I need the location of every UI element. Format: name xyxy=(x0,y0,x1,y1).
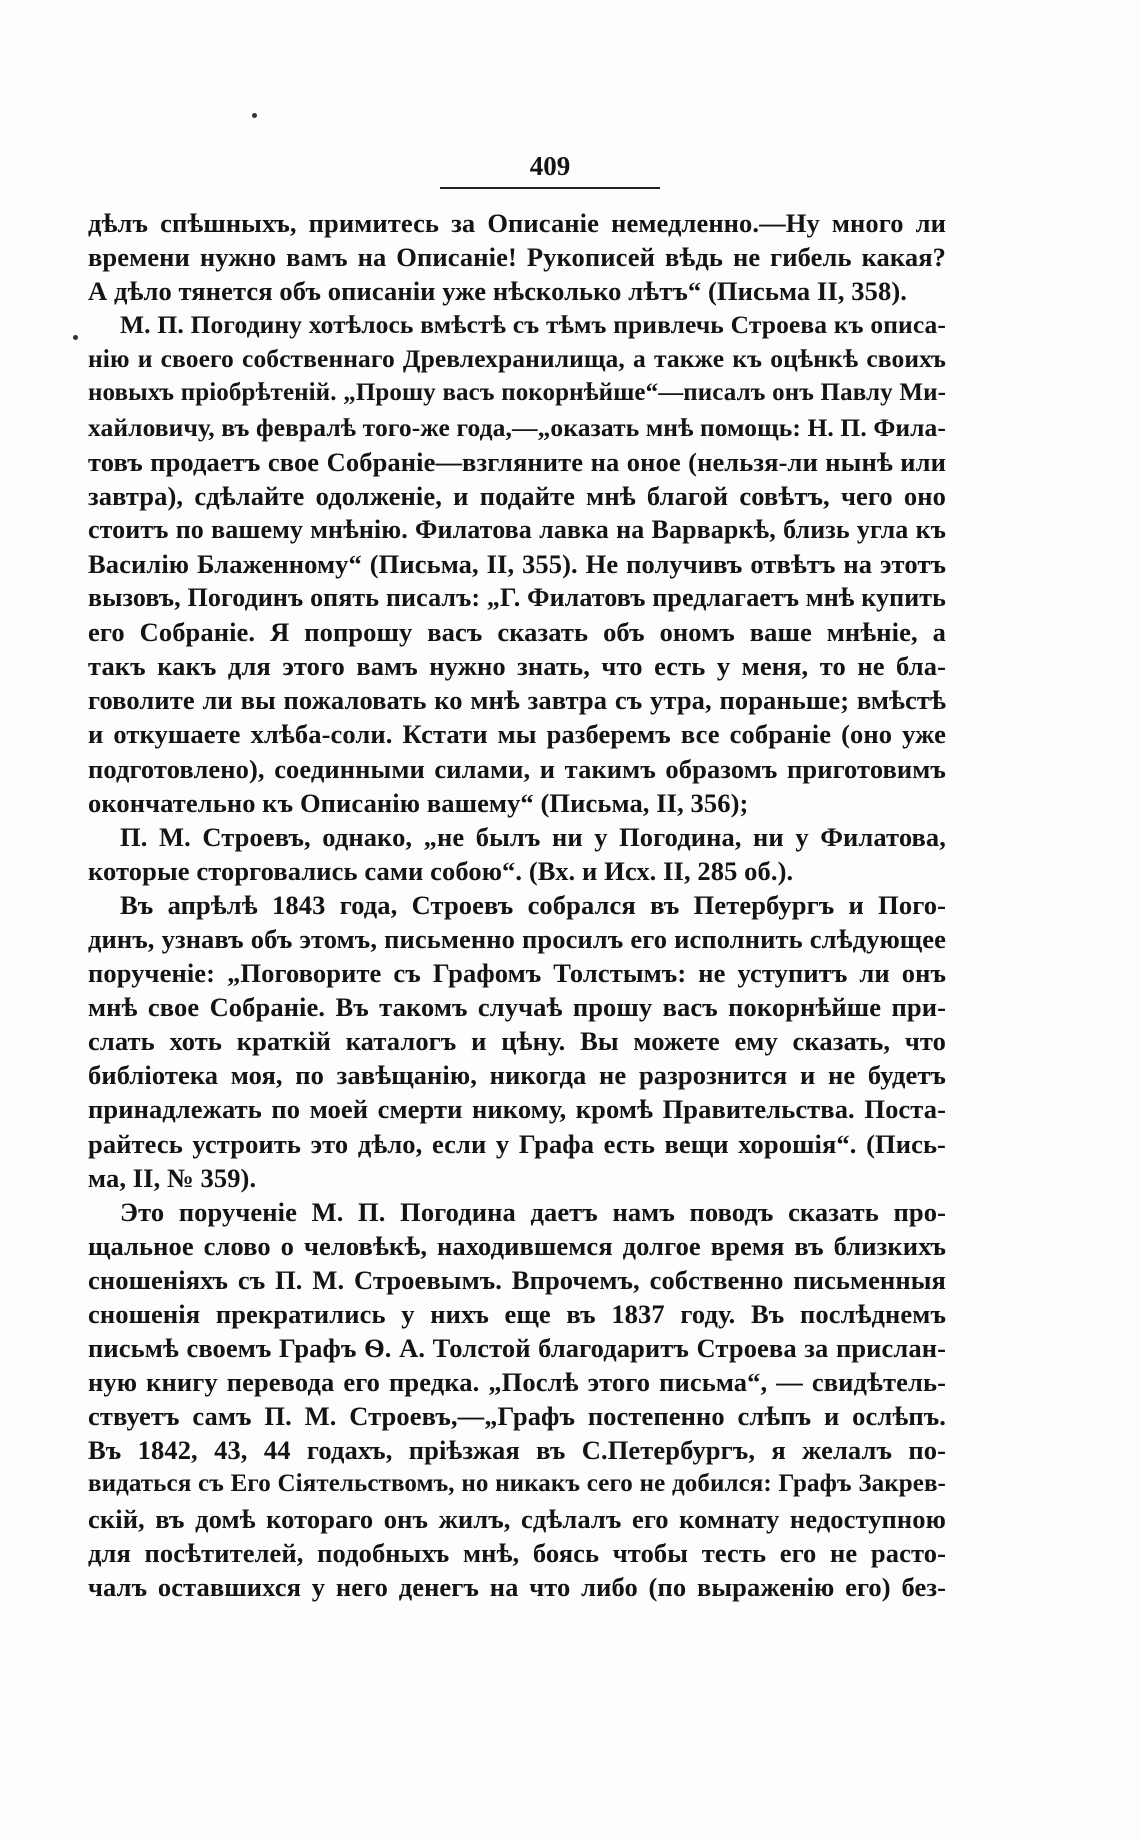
text-line: ную книгу перевода его предка. „Послѣ этого письма“, — свидѣтель- xyxy=(88,1367,946,1398)
text-line: ма, II, № 359). xyxy=(88,1162,257,1193)
text-line: Въ 1842, 43, 44 годахъ, пріѣзжая въ С.Петербургъ, я желалъ по- xyxy=(88,1435,946,1466)
text-line: видаться съ Его Сіятельствомъ, но никакъ сего не добился: Графъ Закрев- xyxy=(88,1470,946,1498)
text-line: слать хоть краткій каталогъ и цѣну. Вы можете ему сказать, что xyxy=(88,1026,946,1057)
text-line: Въ апрѣлѣ 1843 года, Строевъ собрался въ Петербургъ и Пого- xyxy=(120,889,946,920)
text-line: письмѣ своемъ Графъ Ѳ. А. Толстой благодаритъ Строева за прислан- xyxy=(88,1333,946,1364)
text-line: сношенія прекратились у нихъ еще въ 1837 году. Въ послѣднемъ xyxy=(88,1299,946,1329)
text-line: вызовъ, Погодинъ опять писалъ: „Г. Филатовъ предлагаетъ мнѣ купить xyxy=(88,583,946,613)
text-line: для посѣтителей, подобныхъ мнѣ, боясь чтобы тесть его не расто- xyxy=(88,1537,946,1568)
text-line: райтесь устроить это дѣло, если у Графа есть вещи хорошія“. (Пись- xyxy=(88,1128,946,1159)
text-line: сношеніяхъ съ П. М. Строевымъ. Впрочемъ, собственно письменныя xyxy=(88,1264,946,1295)
text-line: дѣлъ спѣшныхъ, примитесь за Описаніе немедленно.—Ну много ли xyxy=(88,208,946,238)
text-line: окончательно къ Описанію вашему“ (Письма, II, 356); xyxy=(88,787,749,818)
text-line: Это порученіе М. П. Погодина даетъ намъ поводъ сказать про- xyxy=(120,1196,946,1227)
text-line: Василію Блаженному“ (Письма, II, 355). Не получивъ отвѣтъ на этотъ xyxy=(88,548,946,579)
text-line: щальное слово о человѣкѣ, находившемся долгое время въ близкихъ xyxy=(88,1230,946,1261)
text-line: чалъ оставшихся у него денегъ на что либо (по выраженію его) без- xyxy=(88,1571,946,1602)
text-line: библіотека моя, по завѣщанію, никогда не разрознится и не будетъ xyxy=(88,1060,946,1091)
text-line: порученіе: „Поговорите съ Графомъ Толстымъ: не уступитъ ли онъ xyxy=(88,958,946,989)
text-line: подготовлено), соединными силами, и такимъ образомъ приготовимъ xyxy=(88,753,946,784)
text-line: говолите ли вы пожаловать ко мнѣ завтра съ утра, пораньше; вмѣстѣ xyxy=(88,685,946,716)
text-line: ствуетъ самъ П. М. Строевъ,—„Графъ постепенно слѣпъ и ослѣпъ. xyxy=(88,1401,946,1432)
page-number: 409 xyxy=(440,150,660,189)
text-line: товъ продаетъ свое Собраніе—взгляните на оное (нельзя-ли нынѣ или xyxy=(88,446,946,477)
text-line: его Собраніе. Я попрошу васъ сказать объ ономъ ваше мнѣніе, а xyxy=(88,617,946,648)
ink-speck xyxy=(73,335,78,340)
text-line: завтра), сдѣлайте одолженіе, и подайте мнѣ благой совѣтъ, чего оно xyxy=(88,480,946,511)
text-line: М. П. Погодину хотѣлось вмѣстѣ съ тѣмъ привлечь Строева къ описа- xyxy=(120,310,946,340)
text-line: такъ какъ для этого вамъ нужно знать, что есть у меня, то не бла- xyxy=(88,651,946,682)
text-line: скій, въ домѣ котораго онъ жилъ, сдѣлалъ его комнату недоступною xyxy=(88,1503,946,1534)
text-line: новыхъ пріобрѣтеній. „Прошу васъ покорнѣйше“—писалъ онъ Павлу Ми- xyxy=(88,379,946,407)
text-line: стоитъ по вашему мнѣнію. Филатова лавка на Варваркѣ, близь угла къ xyxy=(88,514,946,544)
text-line: А дѣло тянется объ описаніи уже нѣсколько лѣтъ“ (Письма II, 358). xyxy=(88,276,907,307)
text-line: которые сторговались сами собою“. (Вх. и Исх. II, 285 об.). xyxy=(88,855,794,886)
text-line: мнѣ свое Собраніе. Въ такомъ случаѣ прошу васъ покорнѣйше при- xyxy=(88,992,946,1023)
text-line: нію и своего собственнаго Древлехранилища, а также къ оцѣнкѣ своихъ xyxy=(88,344,946,374)
text-line: принадлежать по моей смерти никому, кромѣ Правительства. Поста- xyxy=(88,1094,946,1125)
body-text xyxy=(88,206,946,1604)
text-line: и откушаете хлѣба-соли. Кстати мы разберемъ все собраніе (оно уже xyxy=(88,719,946,750)
text-line: динъ, узнавъ объ этомъ, письменно просилъ его исполнить слѣдующее xyxy=(88,923,946,954)
text-line: хайловичу, въ февралѣ того-же года,—„оказать мнѣ помощь: Н. П. Фила- xyxy=(88,412,946,442)
ink-speck xyxy=(252,113,257,118)
text-line: времени нужно вамъ на Описаніе! Рукописей вѣдь не гибель какая? xyxy=(88,242,946,273)
text-line: П. М. Строевъ, однако, „не былъ ни у Погодина, ни у Филатова, xyxy=(120,821,946,852)
